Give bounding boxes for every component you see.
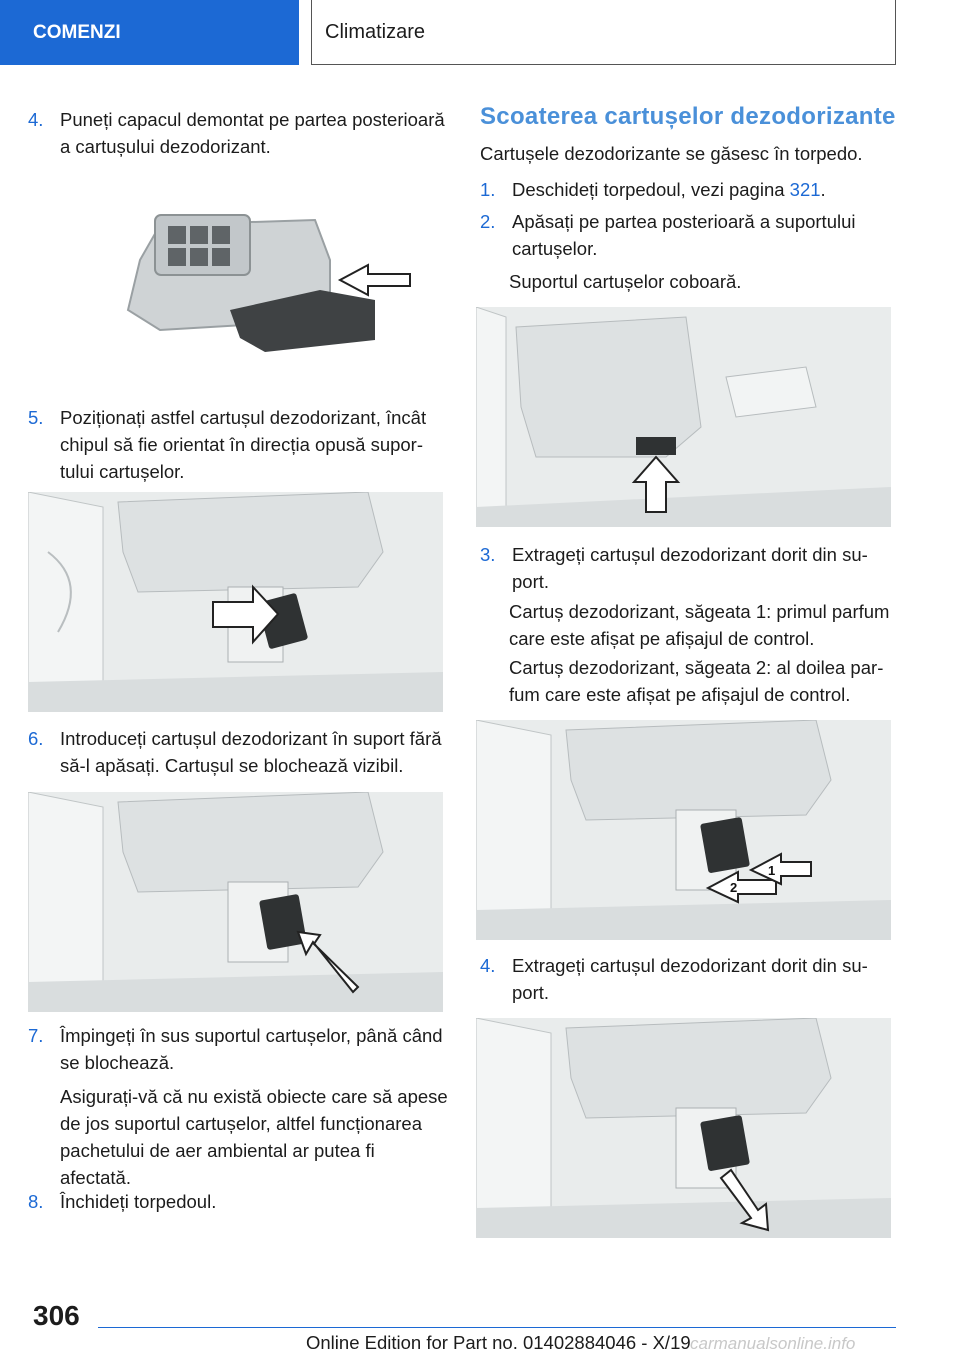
step-text: Deschideți torpedoul, vezi pagina — [512, 179, 790, 200]
glovebox-cartridge-illustration-2 — [28, 792, 443, 1012]
step-number: 4. — [28, 109, 44, 130]
glovebox-cartridge-illustration-1 — [28, 492, 443, 712]
section-title: COMENZI — [33, 21, 121, 43]
step-text: Împingeți în sus suportul cartușelor, până când se blochează. — [60, 1025, 443, 1073]
step-text: Puneți capacul demontat pe partea posterioară a cartușului dezodorizant. — [60, 109, 445, 157]
cartridge-cap-illustration — [100, 190, 420, 370]
step-number: 8. — [28, 1191, 44, 1212]
cartridge-arrows-illustration — [476, 720, 891, 940]
page-number: 306 — [33, 1300, 80, 1331]
step-3-right — [480, 541, 895, 595]
footer-divider — [98, 1327, 896, 1328]
section-tab — [0, 0, 299, 65]
step-number: 3. — [480, 544, 496, 565]
step-1-right — [480, 176, 895, 203]
step-7-left — [28, 1022, 448, 1076]
step-text: Extrageți cartușul dezodorizant dorit din suport. — [512, 544, 868, 592]
step-number: 5. — [28, 407, 44, 428]
step-6-left — [28, 725, 448, 779]
watermark: carmanualsonline.info — [690, 1334, 856, 1353]
step-2-right — [480, 208, 895, 262]
step-number: 1. — [480, 179, 496, 200]
edition-text: Online Edition for Part no. 01402884046 - X/19 — [306, 1332, 691, 1353]
step-7-note: Asigurați-vă că nu există obiecte care să apese de jos suportul cartușelor, altfel funcționarea pachetului de aer ambiental ar putea fi afectată. — [60, 1086, 448, 1188]
section-heading: Scoaterea cartușelor dezodorizante — [480, 103, 896, 130]
step-text: Poziționați astfel cartușul dezodorizant, încât chipul să fie orientat în direcția opusă suportului cartușelor. — [60, 407, 427, 482]
step-text: Introduceți cartușul dezodorizant în suport fără să-l apăsați. Cartușul se blochează vizibil. — [60, 728, 442, 776]
page-reference-link[interactable]: 321 — [789, 179, 821, 200]
intro-text: Cartușele dezodorizante se găsesc în torpedo. — [480, 143, 863, 164]
step-number: 4. — [480, 955, 496, 976]
cartridge-removal-illustration — [476, 1018, 891, 1238]
step-8-left — [28, 1188, 448, 1215]
step-4-right — [480, 952, 895, 1006]
topic-tab — [311, 0, 896, 65]
arrow-label-1: 1 — [768, 863, 776, 878]
step-3-note-2: Cartuș dezodorizant, săgeata 2: al doilea parfum care este afișat pe afișajul de control. — [509, 657, 884, 705]
step-text: Extrageți cartușul dezodorizant dorit din suport. — [512, 955, 868, 1003]
step-3-note-1: Cartuș dezodorizant, săgeata 1: primul parfum care este afișat pe afișajul de control. — [509, 601, 890, 649]
step-number: 6. — [28, 728, 44, 749]
step-text: Apăsați pe partea posterioară a suportului cartușelor. — [512, 211, 856, 259]
step-text: Închideți torpedoul. — [60, 1191, 217, 1212]
step-2-note: Suportul cartușelor coboară. — [509, 271, 742, 292]
step-4-left — [28, 106, 448, 160]
step-number: 7. — [28, 1025, 44, 1046]
arrow-label-2: 2 — [730, 880, 738, 895]
glovebox-holder-illustration — [476, 307, 891, 527]
topic-title: Climatizare — [325, 20, 426, 43]
step-5-left — [28, 404, 448, 485]
step-number: 2. — [480, 211, 496, 232]
step-text-end: . — [820, 179, 826, 200]
